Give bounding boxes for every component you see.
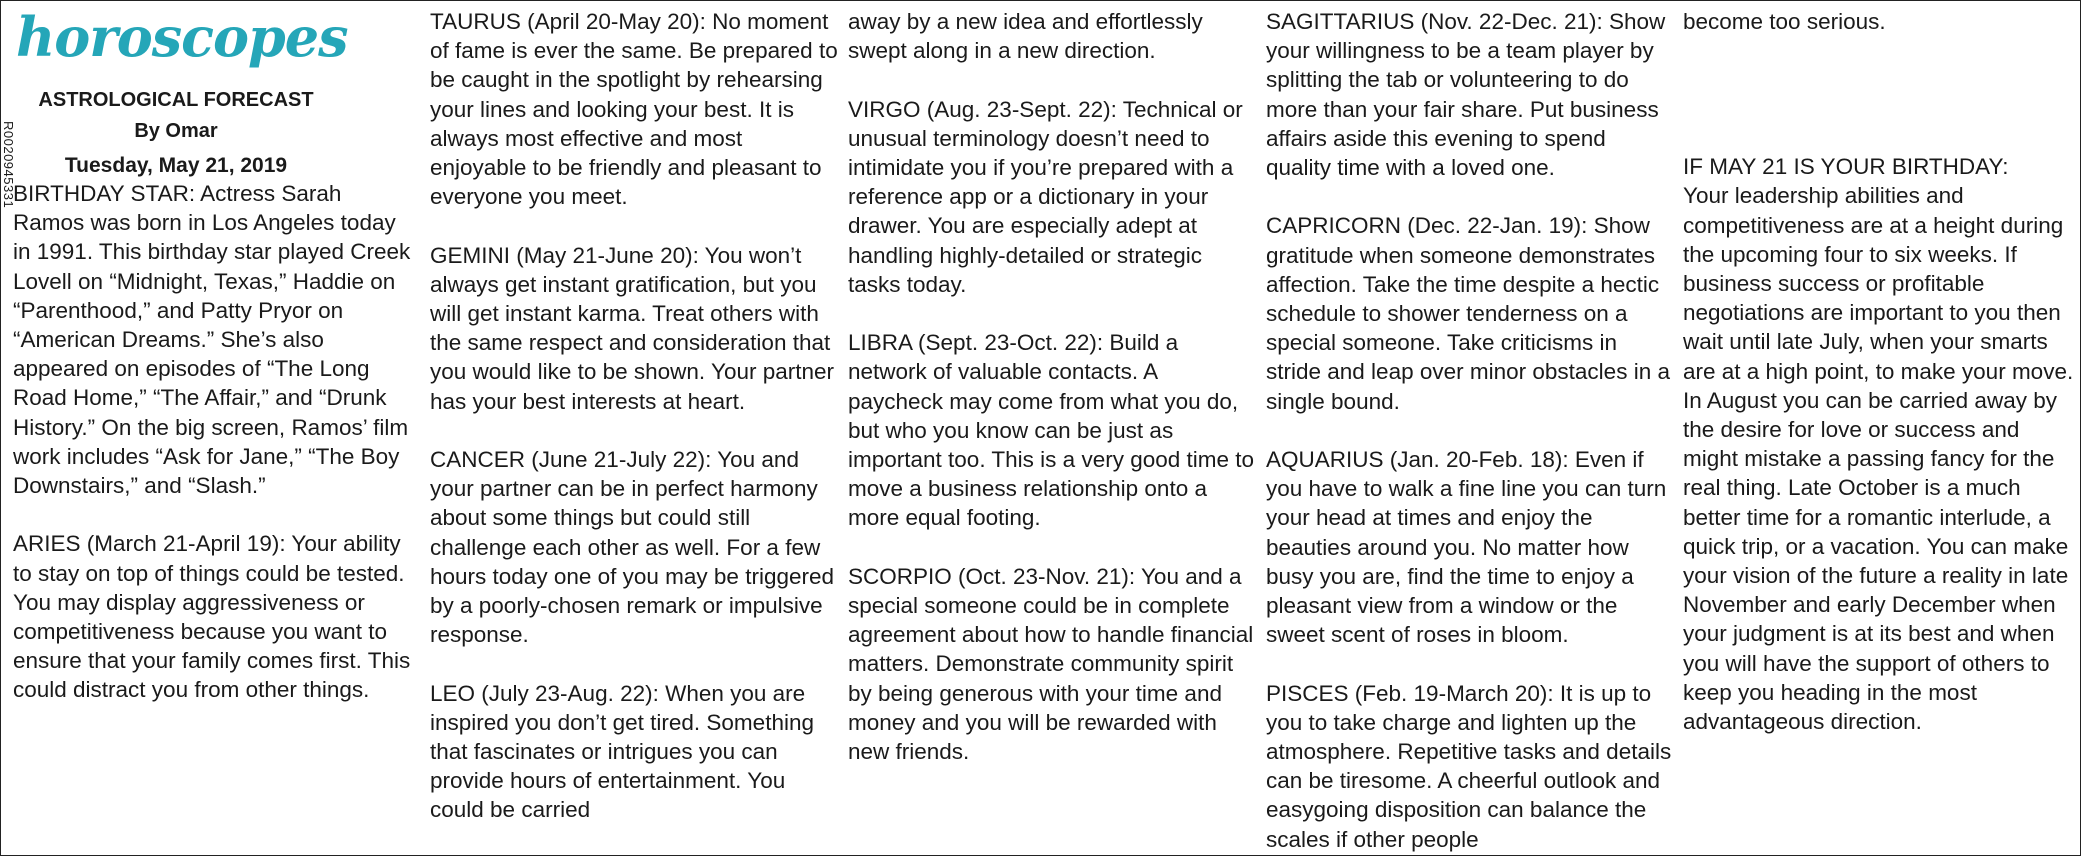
birthday-forecast: Your leadership abilities and competitiveness are at a height during the upcoming four to six weeks. If business success or profitable negotiations are important to you then wait until late July, when your smarts are at a high point, to make your move. In August you can be carried away by the desire for love or success and might mistake a passing fancy for the real thing. Late October is a much better time for a romantic interlude, a quick trip, or a vacation. You can make your vision of the future a reality in late November and early December when your judgment is at its best and when you will have the support of others to keep you heading in the most advantageous direction.: [1683, 183, 2074, 735]
scorpio-paragraph: SCORPIO (Oct. 23-Nov. 21): You and a special someone could be in complete agreement about how to handle financial matters. Demonstrate community spirit by being generous with your time and money and you will be rewarded with new friends.: [848, 563, 1254, 765]
leo-paragraph-continued: away by a new idea and effortlessly swept along in a new direction.: [848, 9, 1203, 64]
taurus-paragraph: TAURUS (April 20-May 20): No moment of fame is ever the same. Be prepared to be caught in the spotlight by rehearsing your lines and looking your best. It is always most effective and most enjoyable to be friendly and pleasant to everyone you meet.: [430, 9, 838, 210]
cancer-paragraph: CANCER (June 21-July 22): You and your partner can be in perfect harmony about some things but could still challenge each other as well. For a few hours today one of you may be triggered by a poorly-chosen remark or impulsive response.: [430, 447, 835, 648]
masthead: [16, 5, 348, 179]
column-1: [13, 7, 413, 734]
column-4: [1266, 7, 1676, 856]
virgo-paragraph: VIRGO (Aug. 23-Sept. 22): Technical or unusual terminology doesn’t need to intimidate you if you’re prepared with a reference app or a dictionary in your drawer. You are especially adept at handling highly-detailed or strategic tasks today.: [848, 96, 1243, 297]
publication-date: Tuesday, May 21, 2019: [64, 154, 288, 177]
birthday-heading: IF MAY 21 IS YOUR BIRTHDAY:: [1683, 154, 2009, 180]
horoscopes-logo: horoscopes: [16, 5, 348, 69]
column-2: [430, 7, 840, 854]
byline: By Omar: [134, 120, 218, 142]
sagittarius-paragraph: SAGITTARIUS (Nov. 22-Dec. 21): Show your willingness to be a team player by splitting the tab or volunteering to do more than your fair share. Put business affairs aside this evening to spend quality time with a loved one.: [1266, 9, 1666, 181]
capricorn-paragraph: CAPRICORN (Dec. 22-Jan. 19): Show gratitude when someone demonstrates affection. Take the time despite a hectic schedule to shower tenderness on a special someone. Take criticisms in stride and leap over minor obstacles in a single bound.: [1266, 213, 1670, 414]
subtitle: ASTROLOGICAL FORECAST: [38, 89, 314, 111]
column-5: [1683, 7, 2075, 736]
side-code: R002094533​1: [1, 121, 16, 209]
gemini-paragraph: GEMINI (May 21-June 20): You won’t always get instant gratification, but you will get instant karma. Treat others with the same respect and consideration that you would like to be shown. Your partner has your best interests at heart.: [430, 242, 835, 414]
birthday-star-paragraph: BIRTHDAY STAR: Actress Sarah Ramos was born in Los Angeles today in 1991. This birthday star played Creek Lovell on “Midnight, Texas,” Haddie on “Parenthood,” and Patty Pryor on “American Dreams.” She’s also appeared on episodes of “The Long Road Home,” “The Affair,” and “Drunk History.” On the big screen, Ramos’ film work includes “Ask for Jane,” “The Boy Downstairs,” and “Slash.”: [13, 181, 411, 499]
aquarius-paragraph: AQUARIUS (Jan. 20-Feb. 18): Even if you have to walk a fine line you can turn your head at times and enjoy the beauties around you. No matter how busy you are, find the time to enjoy a pleasant view from a window or the sweet scent of roses in bloom.: [1266, 447, 1667, 648]
aries-paragraph: ARIES (March 21-April 19): Your ability to stay on top of things could be tested. You may display aggressiveness or competitiveness because you want to ensure that your family comes first. This could distract you from other things.: [13, 531, 411, 703]
pisces-paragraph-continued: become too serious.: [1683, 9, 1886, 34]
column-3: [848, 7, 1258, 795]
libra-paragraph: LIBRA (Sept. 23-Oct. 22): Build a network of valuable contacts. A paycheck may come from what you do, but who you know can be just as important too. This is a very good time to move a business relationship onto a more equal footing.: [848, 330, 1255, 531]
leo-paragraph: LEO (July 23-Aug. 22): When you are inspired you don’t get tired. Something that fascinates or intrigues you can provide hours of entertainment. You could be carried: [430, 680, 814, 823]
pisces-paragraph: PISCES (Feb. 19-March 20): It is up to you to take charge and lighten up the atmosphere. Repetitive tasks and details can be tiresome. A cheerful outlook and easygoing disposition can balance the scales if other people: [1266, 680, 1672, 852]
birthday-section: [1683, 152, 2075, 736]
